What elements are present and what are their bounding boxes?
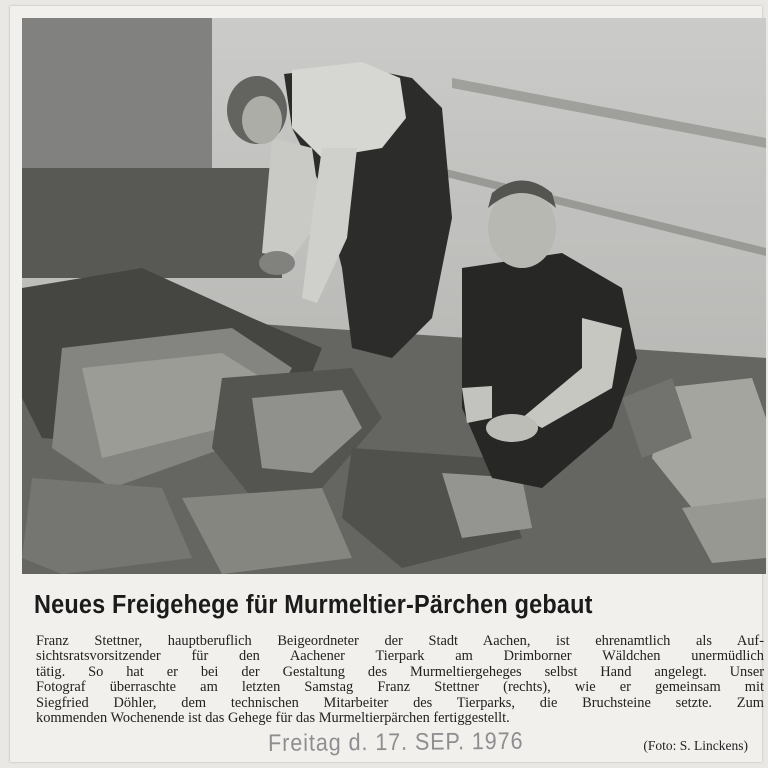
photo-illustration (22, 18, 766, 574)
article-headline: Neues Freigehege für Murmeltier-Pärchen gebaut (34, 591, 593, 619)
article-body-line: sichtsratsvorsitzender für den Aachener Tierpark am Drimborner Wäldchen unermüdlich (36, 648, 764, 665)
article-body-line: Franz Stettner, hauptberuflich Beigeordneter der Stadt Aachen, ist ehrenamtlich als Auf- (36, 633, 764, 649)
photo-credit: (Foto: S. Linckens) (643, 738, 748, 753)
newspaper-clipping (10, 6, 762, 762)
article-body-line: Fotograf überraschte am letzten Samstag Franz Stettner (rechts), wie er gemeinsam mit (36, 679, 764, 696)
article-body-line: kommenden Wochenende ist das Gehege für das Murmeltierpärchen fertiggestellt. (36, 710, 510, 727)
article-body-line: Siegfried Döhler, dem technischen Mitarbeiter des Tierparks, die Bruchsteine setzte. Zum (36, 694, 764, 711)
article-body-line: tätig. So hat er bei der Gestaltung des Murmeltiergeheges selbst Hand angelegt. Unser (36, 663, 764, 680)
article-photo (22, 18, 766, 574)
date-stamp: Freitag d. 17. SEP. 1976 (268, 727, 524, 757)
article-body (36, 634, 764, 726)
